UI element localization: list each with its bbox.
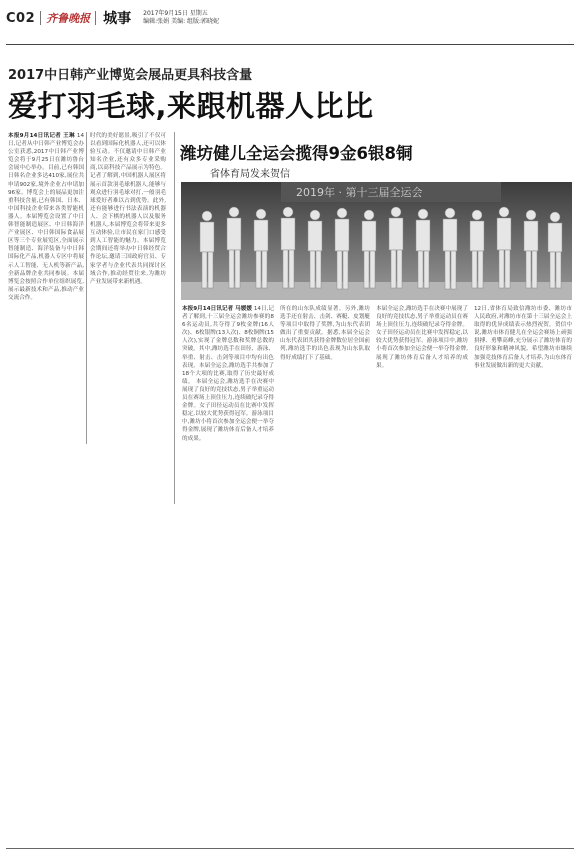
- sports-column-3: [376, 305, 468, 455]
- divider: [95, 11, 96, 25]
- lead-kicker: 2017中日韩产业博览会展品更具科技含量: [8, 68, 253, 83]
- team-photo: [181, 182, 572, 300]
- page-meta: [143, 10, 219, 26]
- column-divider: [174, 132, 175, 504]
- footer-rule: [6, 848, 574, 849]
- sports-headline: 潍坊健儿全运会揽得9金6银8铜: [180, 144, 413, 163]
- sports-body-1: 14日,记者了解到,十三届全运会潍坊参赛的86名运动员,共夺得了9枚金牌(16人次)、6枚银牌(13人次)、8枚铜牌(15人次),实现了金牌总数和奖牌总数的突破。其中,潍坊选手在田径、游泳、举重、射击、击剑等项目中均有出色表现。本届全运会,潍坊选手共参加了18个大项的比赛,取得了历史最好成绩。: [182, 306, 274, 385]
- sports-body-3b: 本届全运会,潍坊选手在决赛中展现了良好的竞技状态,男子举重运动员在赛场上顶住压力,连续破纪录夺得金牌。女子田径运动员在比赛中发挥稳定,以较大优势获得冠军。游泳项目中,潍坊小将首次参加全运会便一举夺得金牌,展现了潍坊体育后备人才培养的成果。: [376, 306, 468, 369]
- sports-deck: 省体育局发来贺信: [210, 169, 290, 180]
- header-rule: [6, 44, 574, 45]
- sports-byline: 本报9月14日讯记者 马媛媛: [182, 306, 252, 312]
- lead-column-1: [8, 132, 84, 444]
- lead-body-1: 14日,记者从中日韩产业博览会办公室获悉,2017中日韩产业博览会将于9月25日在潍坊鲁台会展中心举办。目前,已有韩国日韩名企业多达410家,展位共申请902家,境外企业占申请加96家。博览会上的展品更加注重科技含量,已有韩国、日本、中国科技企业带来各类智能机器人。本届博览会设置了中日韩智能制造展区、中日韩海洋产业展区、中日韩国际食品展区等三个专业展览区,全面展示智能制造、海洋装备与中日韩国际化产品,机器人专区中将展示人工智能、无人机等新产品,全新品牌企业共同参展。本届博览会按照合作单位组织展览,展示最新技术和产品,推动产业交流合作。: [8, 133, 84, 301]
- section-title: 城事: [103, 11, 132, 27]
- photo-banner: 2019年 · 第十三届全运会: [296, 186, 423, 199]
- lead-headline: 爱打羽毛球,来跟机器人比比: [8, 89, 374, 123]
- paper-logo: 齐鲁晚报: [46, 12, 91, 25]
- sports-body-4: 12日,省体育局致信潍坊市委、潍坊市人民政府,对潍坊市在第十三届全运会上取得的优异成绩表示热烈祝贺。贺信中说,潍坊市体育健儿在全运会赛场上顽强拼搏、勇攀高峰,充分展示了潍坊体育的良好形象和精神风貌。希望潍坊市继续加强竞技体育后备人才培养,为山东体育事业发展做出新的更大贡献。: [474, 306, 572, 369]
- lead-body-2: 时代的美好愿景,吸引了不仅可以看到国际化机器人,还可以体验互动。不仅邀请中日韩产业知名企业,还有众多专业采购商,以高科技产品展示为特色。记者了解到,中国机器人展区将展示首款羽毛球机器人,能够与观众进行羽毛球对打,一般羽毛球爱好者难以占到优势。此外,还有能够进行书法表演的机器人、会下棋的机器人以及服务机器人,本届博览会将带来更多互动体验,让市民在家门口感受到人工智能的魅力。本届博览会期间还将举办中日韩经贸合作论坛,邀请三国政府官员、专家学者与企业代表共同探讨区域合作,推动经贸往来,为潍坊产业发展带来新机遇。: [90, 133, 166, 285]
- sports-column-1: [182, 305, 274, 505]
- team-photo-image: [181, 182, 572, 300]
- meta-date: 2017年9月15日 星期五: [143, 10, 208, 17]
- column-divider: [86, 132, 87, 444]
- sports-column-4: [474, 305, 572, 455]
- sports-body-2: 本届全运会,潍坊选手在决赛中展现了良好的竞技状态,男子举重运动员在赛场上顶住压力,连续破纪录夺得金牌。女子田径运动员在比赛中发挥稳定,以较大优势获得冠军。游泳项目中,潍坊小将首次参加全运会便一举夺得金牌,展现了潍坊体育后备人才培养的成果。: [182, 378, 274, 442]
- page-number: C02: [6, 10, 36, 26]
- lead-column-2: [90, 132, 166, 444]
- lead-byline: 本报9月14日讯记者 王琳: [8, 133, 75, 139]
- sports-body-3: 所在的山东队成绩显著。另外,潍坊选手还在射击、击剑、赛艇、皮划艇等项目中取得了奖牌,为山东代表团做出了重要贡献。据悉,本届全运会山东代表团共获得金牌数位居全国前列,潍坊选手的出色表现为山东队取得好成绩打下了基础。: [280, 306, 370, 361]
- divider: [40, 11, 41, 25]
- masthead: [6, 6, 574, 30]
- meta-editors: 编辑:张娟 美编: 组版:郭晓妮: [143, 18, 220, 25]
- sports-column-2: [280, 305, 370, 455]
